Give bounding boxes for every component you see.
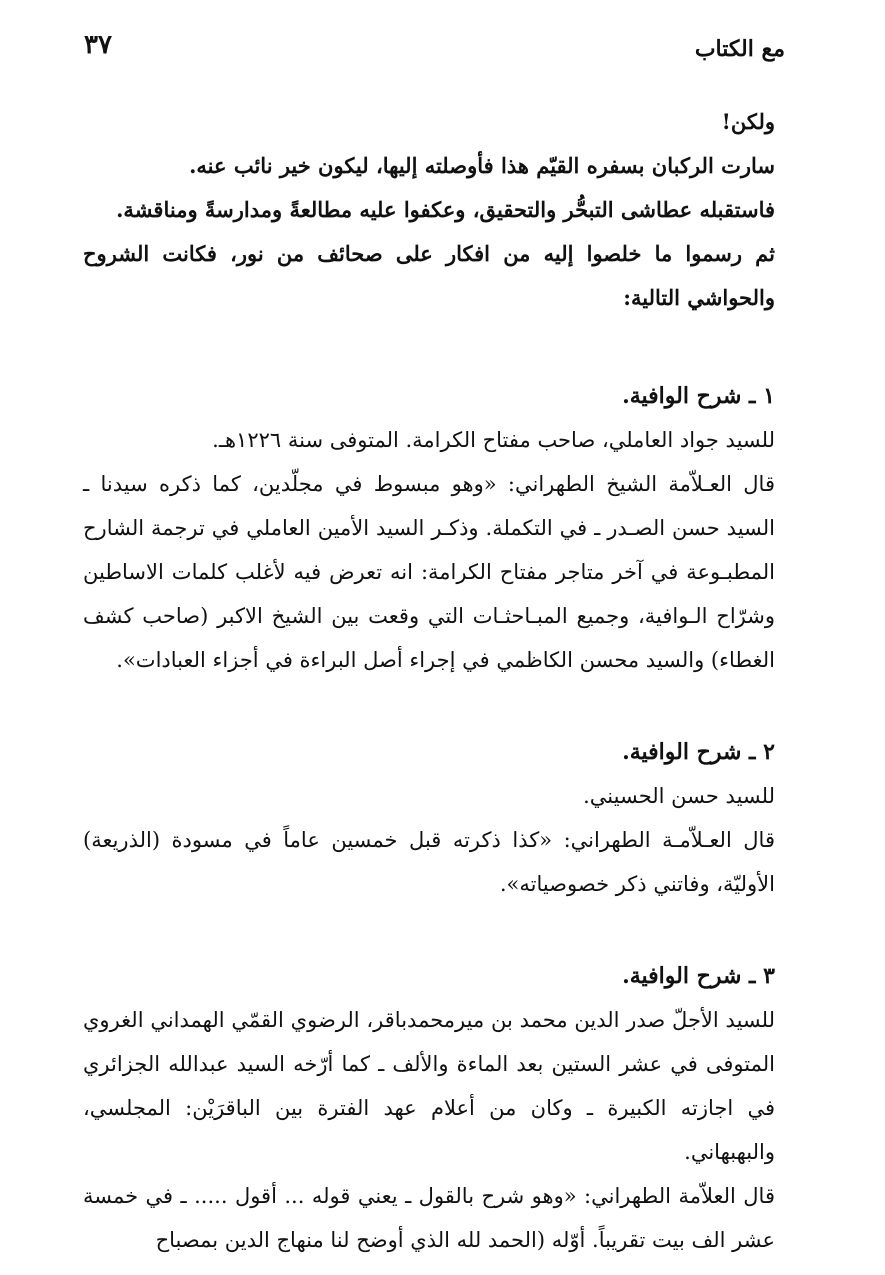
intro-line-1: ولكن!: [721, 109, 775, 134]
page-body: [83, 100, 789, 1262]
section-quote-3: قال العلاّمة الطهراني: «وهو شرح بالقول ـ يعني قوله ... أقول ..... ـ في خمسة عشر الف بيت تقريباً. أوّله (الحمد لله الذي أوضح لنا منهاج الدين بمصباح: [83, 1184, 775, 1252]
section-spacer: [83, 682, 789, 730]
intro-line-4: ثم رسموا ما خلصوا إليه من افكار على صحائف من نور، فكانت الشروح والحواشي التالية:: [83, 241, 775, 310]
section-heading-1: ١ ـ شرح الوافية.: [622, 383, 775, 409]
section-author-3: للسيد الأجلّ صدر الدين محمد بن ميرمحمدباقر، الرضوي القمّي الهمداني الغروي المتوفى في عشر الستين بعد الماءة والألف ـ كما أرّخه السيد عبدالله الجزائري في اجازته الكبيرة ـ وكان من أعلام عهد الفترة بين الباقرَيْن: المجلسي، والبهبهاني.: [83, 1008, 775, 1164]
section-quote-2: قال العـلاّمـة الطهراني: «كذا ذكرته قبل خمسين عاماً في مسودة (الذريعة) الأوليّة، وفاتني ذكر خصوصياته».: [83, 828, 775, 896]
section-heading-2: ٢ ـ شرح الوافية.: [622, 739, 775, 765]
section-spacer: [83, 906, 789, 954]
section-spacer: [83, 320, 789, 374]
section-author-2: للسيد حسن الحسيني.: [583, 784, 775, 808]
section-author-1: للسيد جواد العاملي، صاحب مفتاح الكرامة. المتوفى سنة ١٢٢٦هـ.: [212, 428, 775, 452]
section-quote-1: قال العـلاّمة الشيخ الطهراني: «وهو مبسوط في مجلّدين، كما ذكره سيدنا ـ السيد حسن الصـدر ـ في التكملة. وذكـر السيد الأمين العاملي في ترجمة الشارح المطبـوعة في آخر متاجر مفتاح الكرامة: انه تعرض فيه لأغلب كلمات الاساطين وشرّاح الـوافية، وجميع المبـاحثـات التي وقعت بين الشيخ الاكبر (صاحب كشف الغطاء) والسيد محسن الكاظمي في إجراء أصل البراءة في أجزاء العبادات».: [83, 472, 775, 672]
intro-line-3: فاستقبله عطاشى التبحُّر والتحقيق، وعكفوا عليه مطالعةً ومدارسةً ومناقشة.: [116, 197, 775, 222]
running-title: مع الكتاب: [694, 36, 785, 62]
intro-line-2: سارت الركبان بسفره القيّم هذا فأوصلته إليها، ليكون خير نائب عنه.: [189, 153, 775, 178]
page-number: ٣٧: [84, 30, 112, 60]
section-heading-3: ٣ ـ شرح الوافية.: [622, 963, 775, 989]
